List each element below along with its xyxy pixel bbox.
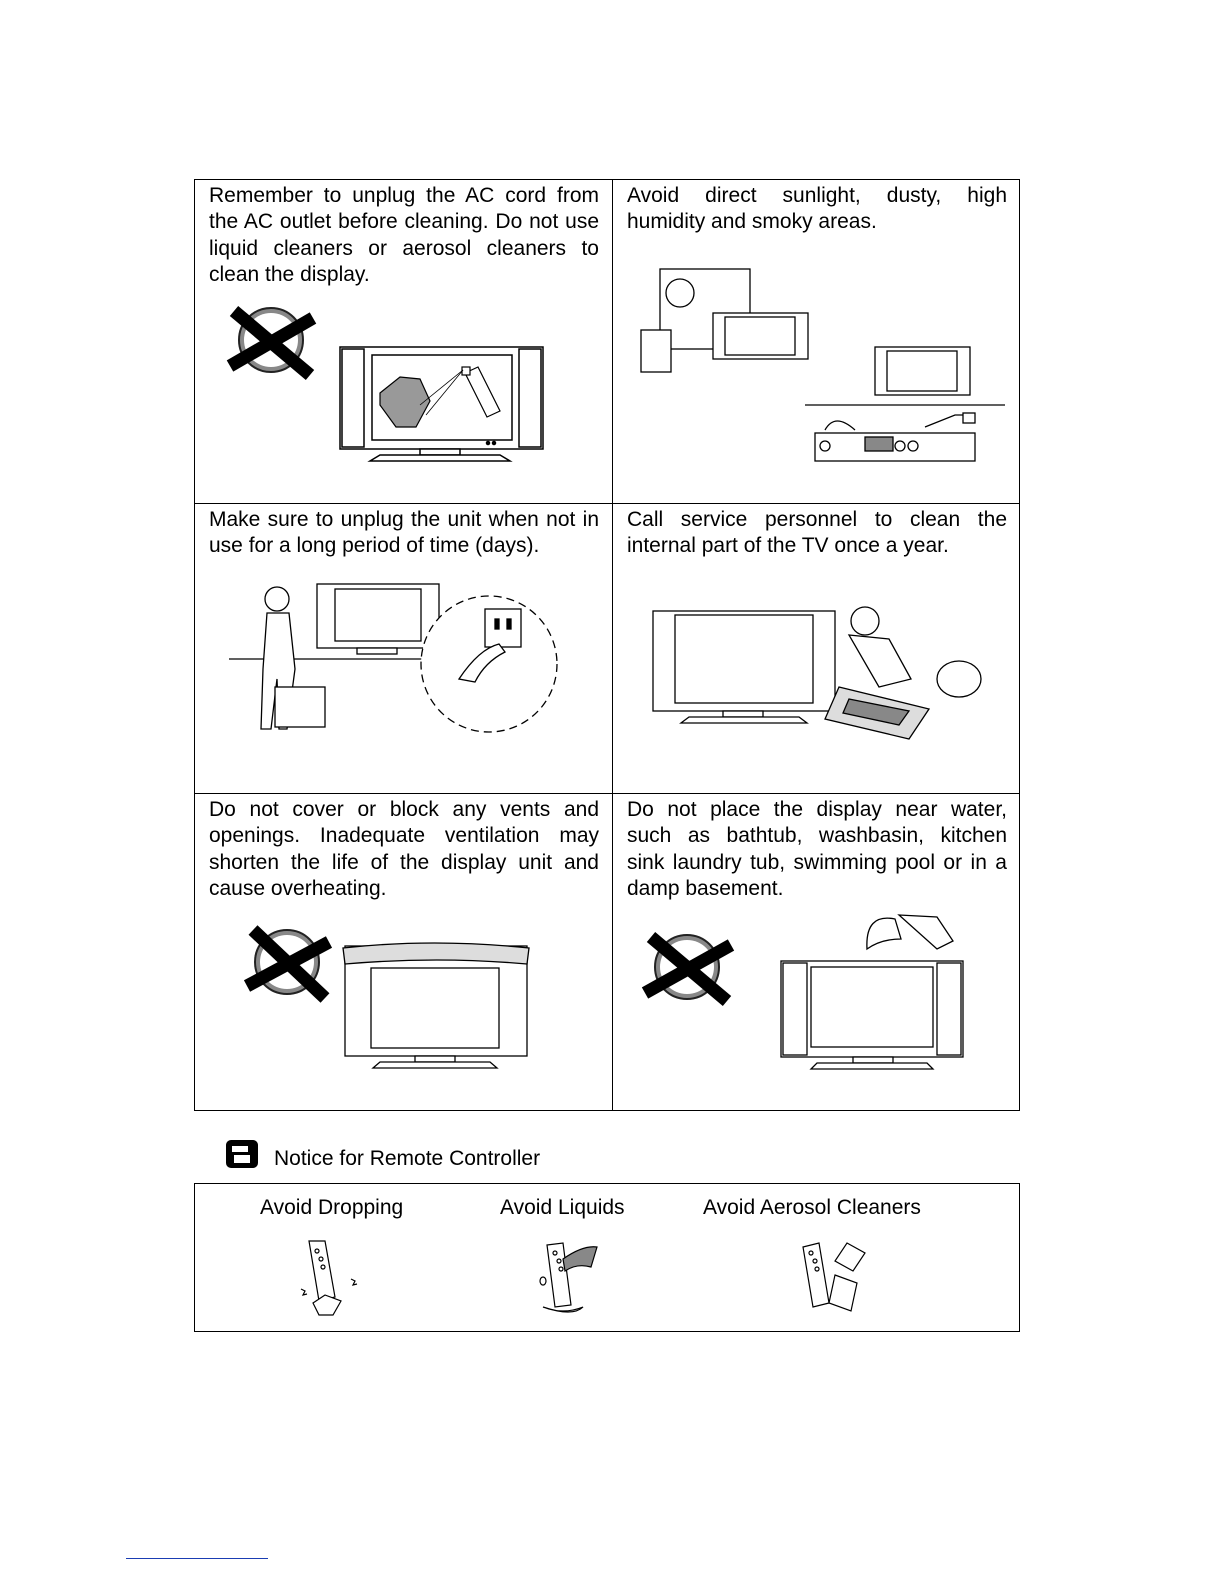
notice-title: Notice for Remote Controller — [274, 1147, 541, 1170]
sun-icon — [666, 279, 694, 307]
footer-rule — [126, 1558, 268, 1559]
cell-text: Do not place the display near water, such as bathtub, washbasin, kitchen sink laundry tub, swimming pool or in a damp basement. — [627, 798, 1007, 900]
cell-text: Remember to unplug the AC cord from the AC outlet before cleaning. Do not use liquid cleaners or aerosol cleaners to clean the display. — [209, 184, 599, 286]
remote-drop-icon — [295, 1239, 365, 1319]
ventilation-illustration — [235, 924, 535, 1069]
covered-tv-icon — [343, 943, 529, 1068]
prohibited-icon — [645, 935, 731, 1001]
remote-aerosol-icon — [795, 1239, 875, 1319]
person-icon — [261, 587, 325, 729]
tv-icon — [317, 584, 439, 654]
cell-unplug — [195, 504, 613, 794]
remote-label-liquids: Avoid Liquids — [500, 1196, 625, 1219]
cell-ventilation — [195, 794, 613, 1110]
notice-heading — [224, 1134, 540, 1174]
tv-icon — [781, 961, 963, 1069]
cell-water — [613, 794, 1019, 1110]
heater-icon — [641, 330, 671, 372]
remote-label-dropping: Avoid Dropping — [260, 1196, 404, 1219]
cell-cleaning — [195, 180, 613, 504]
cell-text: Do not cover or block any vents and openings. Inadequate ventilation may shorten the life of the display unit and cause overheating. — [209, 798, 599, 900]
technician-icon — [825, 607, 981, 739]
prohibited-icon — [247, 930, 329, 998]
cell-text: Call service personnel to clean the internal part of the TV once a year. — [627, 508, 1007, 558]
tv-icon — [653, 611, 835, 723]
vacuum-icon — [937, 661, 981, 697]
cell-text: Make sure to unplug the unit when not in use for a long period of time (days). — [209, 508, 599, 558]
safety-table — [194, 179, 1020, 1111]
remote-liquid-icon — [535, 1239, 605, 1319]
unplug-illustration — [227, 579, 567, 759]
outlet-icon — [485, 609, 521, 647]
service-illustration — [649, 599, 989, 759]
water-cup-icon — [867, 915, 953, 949]
remote-notice-box — [194, 1183, 1020, 1332]
no-cleaning-illustration — [220, 305, 550, 470]
remote-label-aerosol: Avoid Aerosol Cleaners — [703, 1196, 921, 1219]
tv-icon — [340, 347, 543, 461]
cell-text: Avoid direct sunlight, dusty, high humidity and smoky areas. — [627, 184, 1007, 234]
prohibited-icon — [230, 308, 313, 375]
environment-illustration — [635, 265, 1015, 477]
cell-environment — [613, 180, 1019, 504]
water-illustration — [637, 909, 967, 1079]
notice-icon — [224, 1138, 260, 1170]
cell-service — [613, 504, 1019, 794]
